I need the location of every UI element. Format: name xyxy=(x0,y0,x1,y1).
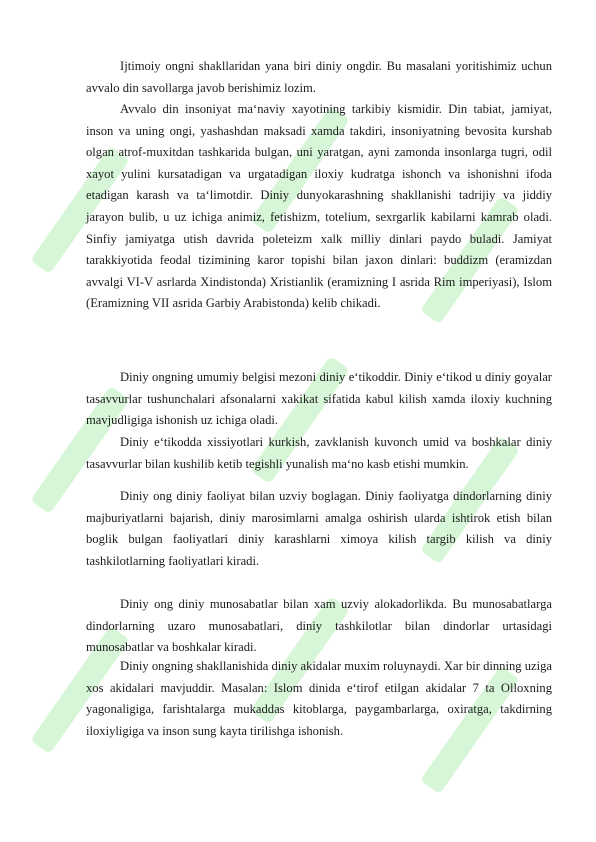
paragraph-4: Diniy e‘tikodda xissiyotlari kurkish, zavklanish kuvonch umid va boshkalar diniy tasavvurlar bilan kushilib ketib tegishli yunalish ma‘no kasb etishi mumkin. xyxy=(86,435,552,471)
paragraph-2: Avvalo din insoniyat ma‘naviy xayotining tarkibiy kismidir. Din tabiat, jamiyat, inson va uning ongi, yashashdan maksadi xamda takdiri, insoniyatning bevosita kurshab olgan atrof-muxitdan tashkarida bulgan, uni yaratgan, ayni zamonda insonlarga tugri, odil xayot yulini kursatadigan va urgatadigan iloxiy kudratga ishonch va ishonishni ifoda etadigan karash va ta‘limotdir. Diniy dunyokarashning shakllanishi tadrijiy va jiddiy jarayon bulib, u uz ichiga animiz, fetishizm, totelium, sexrgarlik kabilarni kamrab oladi. Sinfiy jamiyatga utish davrida poleteizm xalk milliy dinlari paydo buladi. Jamiyat tarakkiyotida feodal tizimining karor topishi bilan jaxon dinlari: buddizm (eramizdan avvalgi VI-V asrlarda Xindistonda) Xristianlik (eramizning I asrida Rim imperiyasi), Islom (Eramizning VII asrida Garbiy Arabistonda) kelib chikadi. xyxy=(86,102,552,311)
paragraph-6: Diniy ong diniy munosabatlar bilan xam uzviy alokadorlikda. Bu munosabatlarga dindorlarning uzaro munosabatlari, diniy tashkilotlar bilan dindorlar urtasidagi munosabatlar va boshkalar kiradi. xyxy=(86,597,552,655)
paragraph-5: Diniy ong diniy faoliyat bilan uzviy boglagan. Diniy faoliyatga dindorlarning diniy majburiyatlarni bajarish, diniy marosimlarni amalga oshirish ularda ishtirok etish bilan boglik bulgan faoliyatlari diniy karashlarni ximoya kilish targib kilish va diniy tashkilotlarning faoliyatlari kiradi. xyxy=(86,489,552,568)
paragraph-3: Diniy ongning umumiy belgisi mezoni diniy e‘tikoddir. Diniy e‘tikod u diniy goyalar tasavvurlar tushunchalari afsonalarni xakikat sifatida kabul kilish xamda iloxiy kuchning mavjudligiga ishonish uz ichiga oladi. xyxy=(86,370,552,428)
paragraph-1: Ijtimoiy ongni shakllaridan yana biri diniy ongdir. Bu masalani yoritishimiz uchun avvalo din savollarga javob berishimiz lozim. xyxy=(86,59,552,95)
paragraph-7: Diniy ongning shakllanishida diniy akidalar muxim roluynaydi. Xar bir dinning uziga xos akidalari mavjuddir. Masalan: Islom dinida e‘tirof etilgan akidalar 7 ta Olloxning yagonaligiga, farishtalarga mukaddas kitoblarga, paygambarlarga, oxiratga, takdirning iloxiyligiga va inson sung kayta tirilishga ishonish. xyxy=(86,659,552,738)
